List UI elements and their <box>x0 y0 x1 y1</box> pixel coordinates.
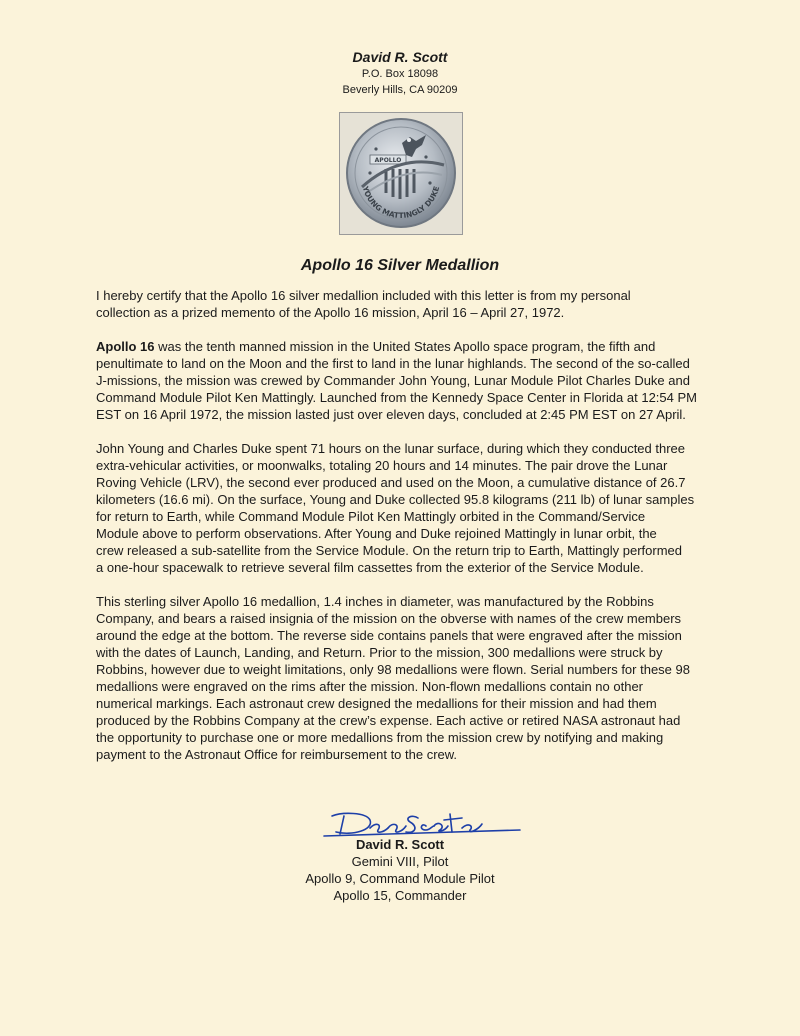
text-line: Command Module Pilot Ken Mattingly. Launched from the Kennedy Space Center in Florida at 12:54 PM <box>96 390 697 405</box>
text-line: for return to Earth, while Command Module Pilot Ken Mattingly orbited in the Command/Service <box>96 509 646 524</box>
text-line: Roving Vehicle (LRV), the second ever produced and used on the Moon, a cumulative distance of 26.7 <box>96 475 686 490</box>
signer-credential-1: Gemini VIII, Pilot <box>351 854 449 869</box>
text-line: a one-hour spacewalk to retrieve several film cassettes from the exterior of the Service Module. <box>96 560 644 575</box>
letterhead <box>0 48 800 98</box>
mission-name-bold: Apollo 16 <box>96 339 155 354</box>
signer-credential-2: Apollo 9, Command Module Pilot <box>305 871 495 886</box>
text-line: John Young and Charles Duke spent 71 hours on the lunar surface, during which they conducted three <box>96 441 686 456</box>
text-line: payment to the Astronaut Office for reimbursement to the crew. <box>96 747 458 762</box>
text-line: Robbins, however due to weight limitations, only 98 medallions were flown. Serial numbers for these 98 <box>96 662 690 677</box>
paragraph-medallion-description <box>96 593 736 763</box>
text-line: This sterling silver Apollo 16 medallion, 1.4 inches in diameter, was manufactured by the Robbins <box>96 594 654 609</box>
text-line: J-missions, the mission was crewed by Commander John Young, Lunar Module Pilot Charles Duke and <box>96 373 690 388</box>
text-line: around the edge at the bottom. The reverse side contains panels that were engraved after the mission <box>96 628 682 643</box>
signer-credential-3: Apollo 15, Commander <box>333 888 467 903</box>
text-line-rest: was the tenth manned mission in the United States Apollo space program, the fifth and <box>154 339 656 354</box>
text-line <box>96 338 736 355</box>
page-title: Apollo 16 Silver Medallion <box>300 257 500 274</box>
text-line: the opportunity to purchase one or more medallions from the mission crew by notifying and making <box>96 730 664 745</box>
paragraph-lunar-surface <box>96 440 736 576</box>
medallion-banner-text: APOLLO <box>374 157 402 164</box>
text-line: I hereby certify that the Apollo 16 silver medallion included with this letter is from my personal <box>96 288 631 303</box>
medallion-image <box>340 113 462 234</box>
paragraph-certification <box>96 287 736 321</box>
text-line: kilometers (16.6 mi). On the surface, Young and Duke collected 95.8 kilograms (211 lb) of lunar samples <box>96 492 695 507</box>
letterhead-address-line-1: P.O. Box 18098 <box>361 68 439 80</box>
text-line: with the dates of Launch, Landing, and Return. Prior to the mission, 300 medallions were struck by <box>96 645 663 660</box>
letterhead-name: David R. Scott <box>352 49 448 65</box>
text-line: numerical markings. Each astronaut crew designed the medallions for their mission and had them <box>96 696 657 711</box>
medallion-photo <box>339 112 463 235</box>
letter-body <box>96 287 736 780</box>
signer-name: David R. Scott <box>355 837 445 852</box>
text-line: produced by the Robbins Company at the crew’s expense. Each active or retired NASA astronaut had <box>96 713 681 728</box>
text-line: extra-vehicular activities, or moonwalks, totaling 20 hours and 14 minutes. The pair drove the Lunar <box>96 458 668 473</box>
medallion-rim-text: YOUNG MATTINGLY DUKE <box>360 185 442 221</box>
text-line: collection as a prized memento of the Apollo 16 mission, April 16 – April 27, 1972. <box>96 305 565 320</box>
text-line: medallions were engraved on the rims after the mission. Non-flown medallions contain no other <box>96 679 644 694</box>
text-line: EST on 16 April 1972, the mission lasted just over eleven days, concluded at 2:45 PM EST on 27 April. <box>96 407 686 422</box>
letterhead-address-line-2: Beverly Hills, CA 90209 <box>342 84 458 96</box>
text-line: Module above to perform observations. After Young and Duke rejoined Mattingly in lunar orbit, the <box>96 526 657 541</box>
paragraph-mission-overview <box>96 338 736 423</box>
text-line: crew released a sub-satellite from the Service Module. On the return trip to Earth, Mattingly performed <box>96 543 682 558</box>
text-line: penultimate to land on the Moon and the first to land in the lunar highlands. The second of the so-called <box>96 356 690 371</box>
text-line: Company, and bears a raised insignia of the mission on the obverse with names of the crew members <box>96 611 682 626</box>
signature-lines <box>0 836 800 904</box>
